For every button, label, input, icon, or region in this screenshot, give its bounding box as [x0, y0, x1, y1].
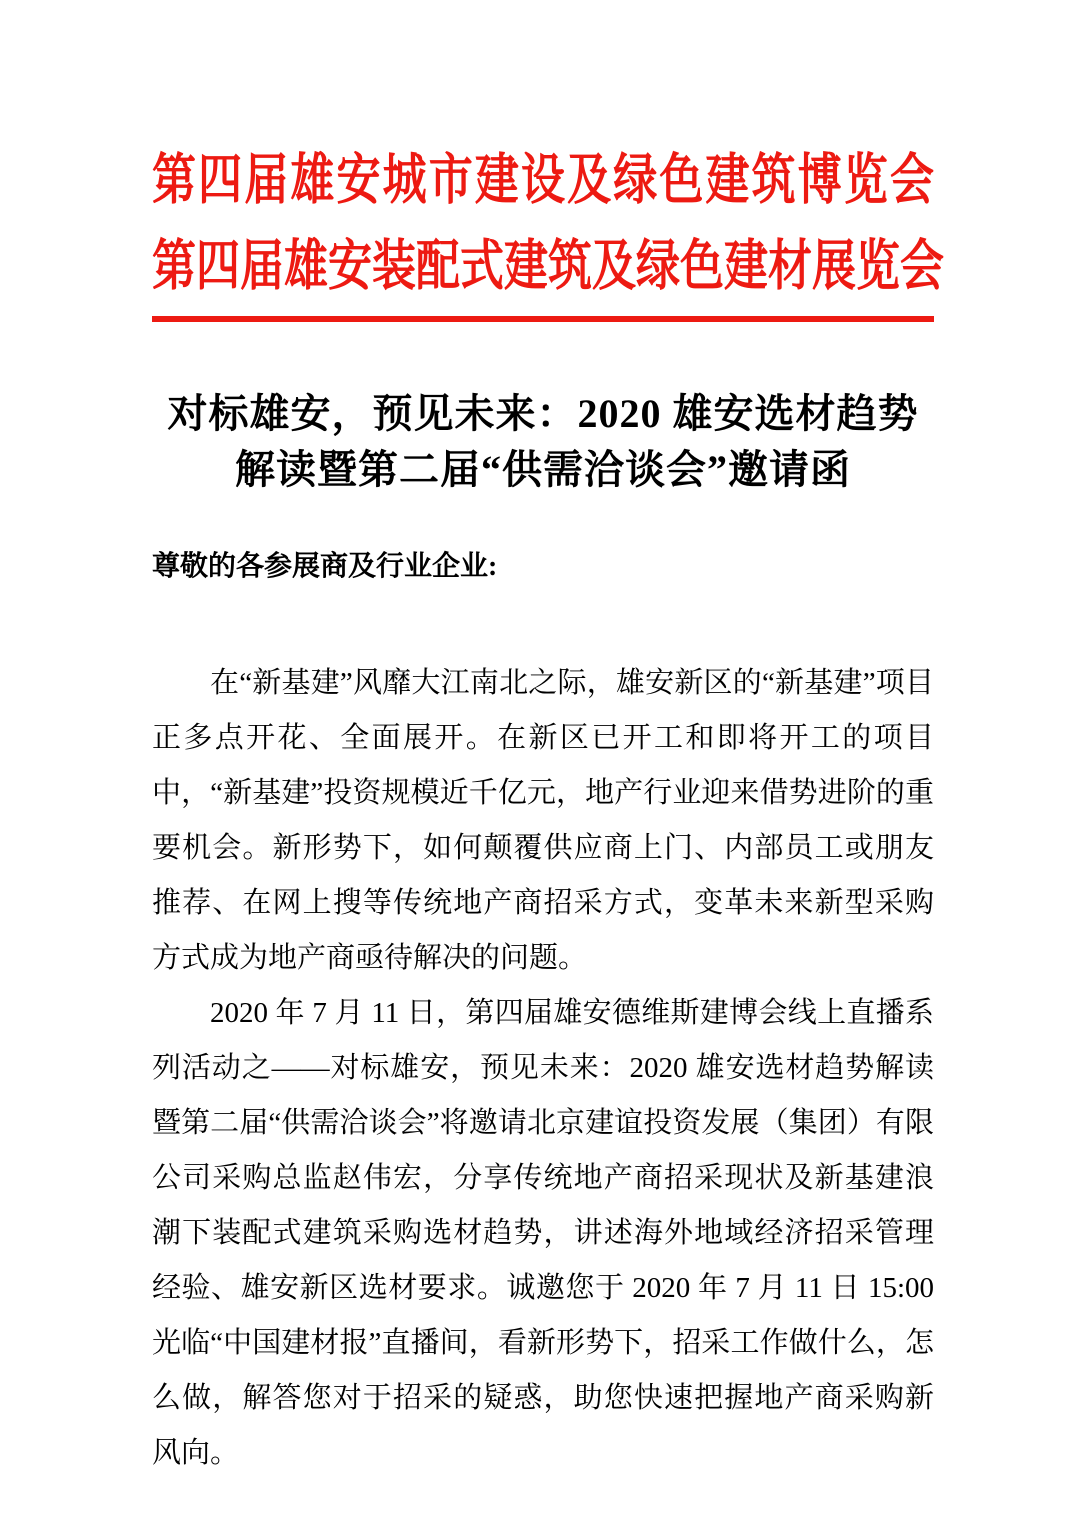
- body-paragraph: 2020 年 7 月 11 日，第四届雄安德维斯建博会线上直播系列活动之——对标雄安，预见未来：2020 雄安选材趋势解读暨第二届“供需洽谈会”将邀请北京建谊投资发展（集团）有限公司采购总监赵伟宏，分享传统地产商招采现状及新基建浪潮下装配式建筑采购选材趋势，讲述海外地域经济招采管理经验、雄安新区选材要求。诚邀您于 2020 年 7 月 11 日 15:00 光临“中国建材报”直播间，看新形势下，招采工作做什么，怎么做，解答您对于招采的疑惑，助您快速把握地产商采购新风向。: [152, 997, 934, 1469]
- exhibition-banner: [152, 138, 944, 310]
- salutation: 尊敬的各参展商及行业企业:: [152, 551, 498, 582]
- body-paragraph: 在“新基建”风靡大江南北之际，雄安新区的“新基建”项目正多点开花、全面展开。在新区已开工和即将开工的项目中，“新基建”投资规模近千亿元，地产行业迎来借势进阶的重要机会。新形势下，如何颠覆供应商上门、内部员工或朋友推荐、在网上搜等传统地产商招采方式，变革未来新型采购方式成为地产商亟待解决的问题。: [152, 667, 934, 974]
- letter-body: [152, 656, 934, 1481]
- invitation-title-line-2: 解读暨第二届“供需洽谈会”邀请函: [235, 447, 851, 492]
- invitation-title: [152, 386, 934, 498]
- banner-title-line-2: 第四届雄安装配式建筑及绿色建材展览会: [152, 235, 944, 297]
- invitation-title-line-1: 对标雄安，预见未来：2020 雄安选材趋势: [167, 391, 919, 436]
- banner-title-line-1: 第四届雄安城市建设及绿色建筑博览会: [152, 149, 934, 211]
